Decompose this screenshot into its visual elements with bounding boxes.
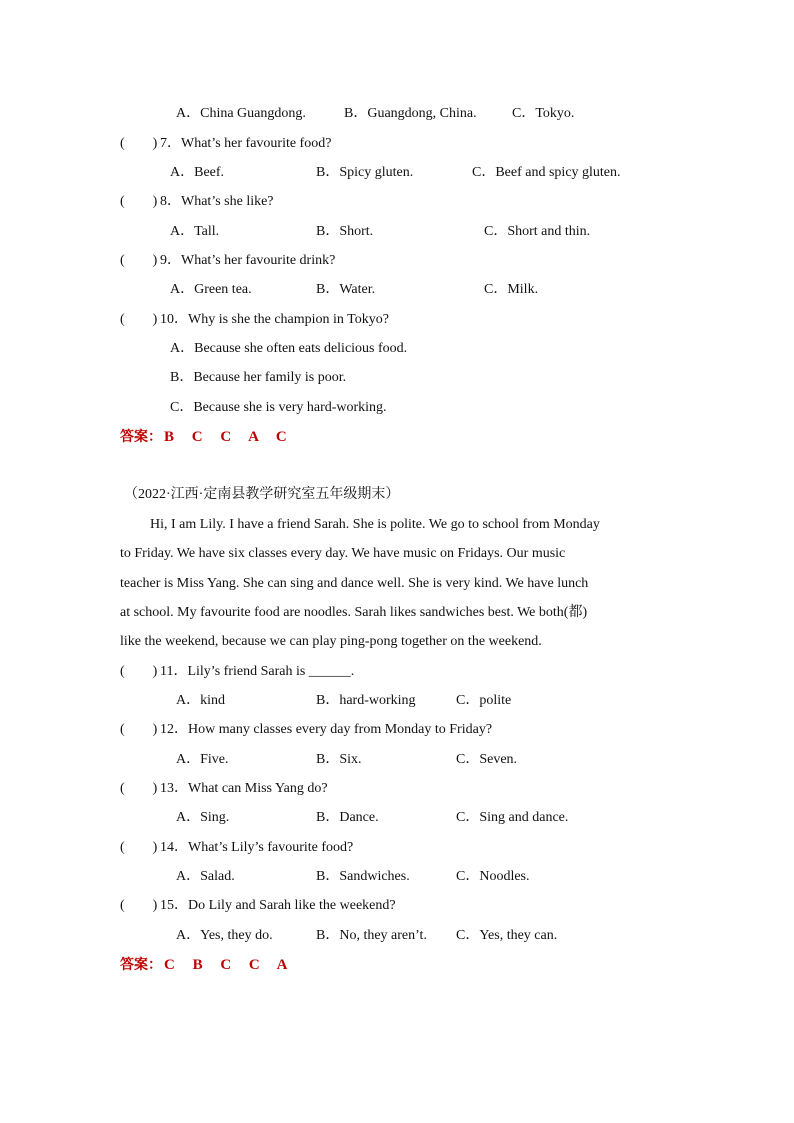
question-14 [120,838,353,858]
question-12 [120,720,492,740]
q14-option-a: A．Salad. [176,869,235,884]
answer-blank[interactable]: ( ) [120,664,158,679]
question-stem: 15．Do Lily and Sarah like the weekend? [160,898,396,913]
q15-option-a: A．Yes, they do. [176,928,273,943]
answer-blank[interactable]: ( ) [120,312,158,327]
question-stem: 7．What’s her favourite food? [160,136,332,151]
q13-option-b: B．Dance. [316,810,379,825]
q11-option-a: A．kind [176,693,225,708]
answer-key-2 [120,955,288,975]
question-stem: 13．What can Miss Yang do? [160,781,328,796]
passage-line-1: Hi, I am Lily. I have a friend Sarah. She is polite. We go to school from Monday [150,517,600,532]
answer-label: 答案： [120,429,162,445]
question-stem: 12．How many classes every day from Monday to Friday? [160,722,493,737]
q14-option-c: C．Noodles. [456,869,530,884]
q11-option-b: B．hard-working [316,693,416,708]
answer-blank[interactable]: ( ) [120,840,158,855]
q10-option-b: B．Because her family is poor. [170,370,347,385]
q12-option-c: C．Seven. [456,752,518,767]
answer-blank[interactable]: ( ) [120,722,158,737]
q9-option-b: B．Water. [316,282,376,297]
question-stem: 8．What’s she like? [160,194,274,209]
passage-line-5: like the weekend, because we can play ping-pong together on the weekend. [120,634,542,649]
q13-option-c: C．Sing and dance. [456,810,569,825]
question-11 [120,662,354,682]
question-stem: 14．What’s Lily’s favourite food? [160,840,354,855]
question-9 [120,251,335,271]
answer-letters: B C C A C [164,429,287,445]
answer-letters: C B C C A [164,957,288,973]
q15-option-b: B．No, they aren’t. [316,928,427,943]
q13-option-a: A．Sing. [176,810,230,825]
q6-option-c: C．Tokyo. [512,106,575,121]
passage-line-3: teacher is Miss Yang. She can sing and dance well. She is very kind. We have lunch [120,576,589,591]
answer-blank[interactable]: ( ) [120,253,158,268]
q14-option-b: B．Sandwiches. [316,869,410,884]
q10-option-a: A．Because she often eats delicious food. [170,341,408,356]
q12-option-a: A．Five. [176,752,229,767]
q6-option-a: A．China Guangdong. [176,106,306,121]
q8-option-c: C．Short and thin. [484,224,591,239]
question-13 [120,779,328,799]
q11-option-c: C．polite [456,693,512,708]
question-15 [120,896,396,916]
q9-option-c: C．Milk. [484,282,539,297]
q7-option-b: B．Spicy gluten. [316,165,414,180]
passage-line-4: at school. My favourite food are noodles. Sarah likes sandwiches best. We both(都) [120,605,588,620]
answer-blank[interactable]: ( ) [120,898,158,913]
q6-option-b: B．Guangdong, China. [344,106,477,121]
q8-option-a: A．Tall. [170,224,220,239]
answer-blank[interactable]: ( ) [120,136,158,151]
question-stem: 10．Why is she the champion in Tokyo? [160,312,389,327]
passage-line-2: to Friday. We have six classes every day. We have music on Fridays. Our music [120,546,566,561]
answer-key-1 [120,427,287,447]
answer-blank[interactable]: ( ) [120,781,158,796]
q8-option-b: B．Short. [316,224,374,239]
q15-option-c: C．Yes, they can. [456,928,558,943]
q12-option-b: B．Six. [316,752,362,767]
question-8 [120,192,274,212]
question-stem: 11．Lily’s friend Sarah is ______. [160,664,355,679]
question-10 [120,310,389,330]
answer-blank[interactable]: ( ) [120,194,158,209]
q7-option-c: C．Beef and spicy gluten. [472,165,621,180]
q10-option-c: C．Because she is very hard-working. [170,400,387,415]
q9-option-a: A．Green tea. [170,282,252,297]
answer-label: 答案： [120,957,162,973]
question-stem: 9．What’s her favourite drink? [160,253,336,268]
passage-source: （2022·江西·定南县教学研究室五年级期末） [124,487,400,502]
q7-option-a: A．Beef. [170,165,225,180]
question-7 [120,134,331,154]
